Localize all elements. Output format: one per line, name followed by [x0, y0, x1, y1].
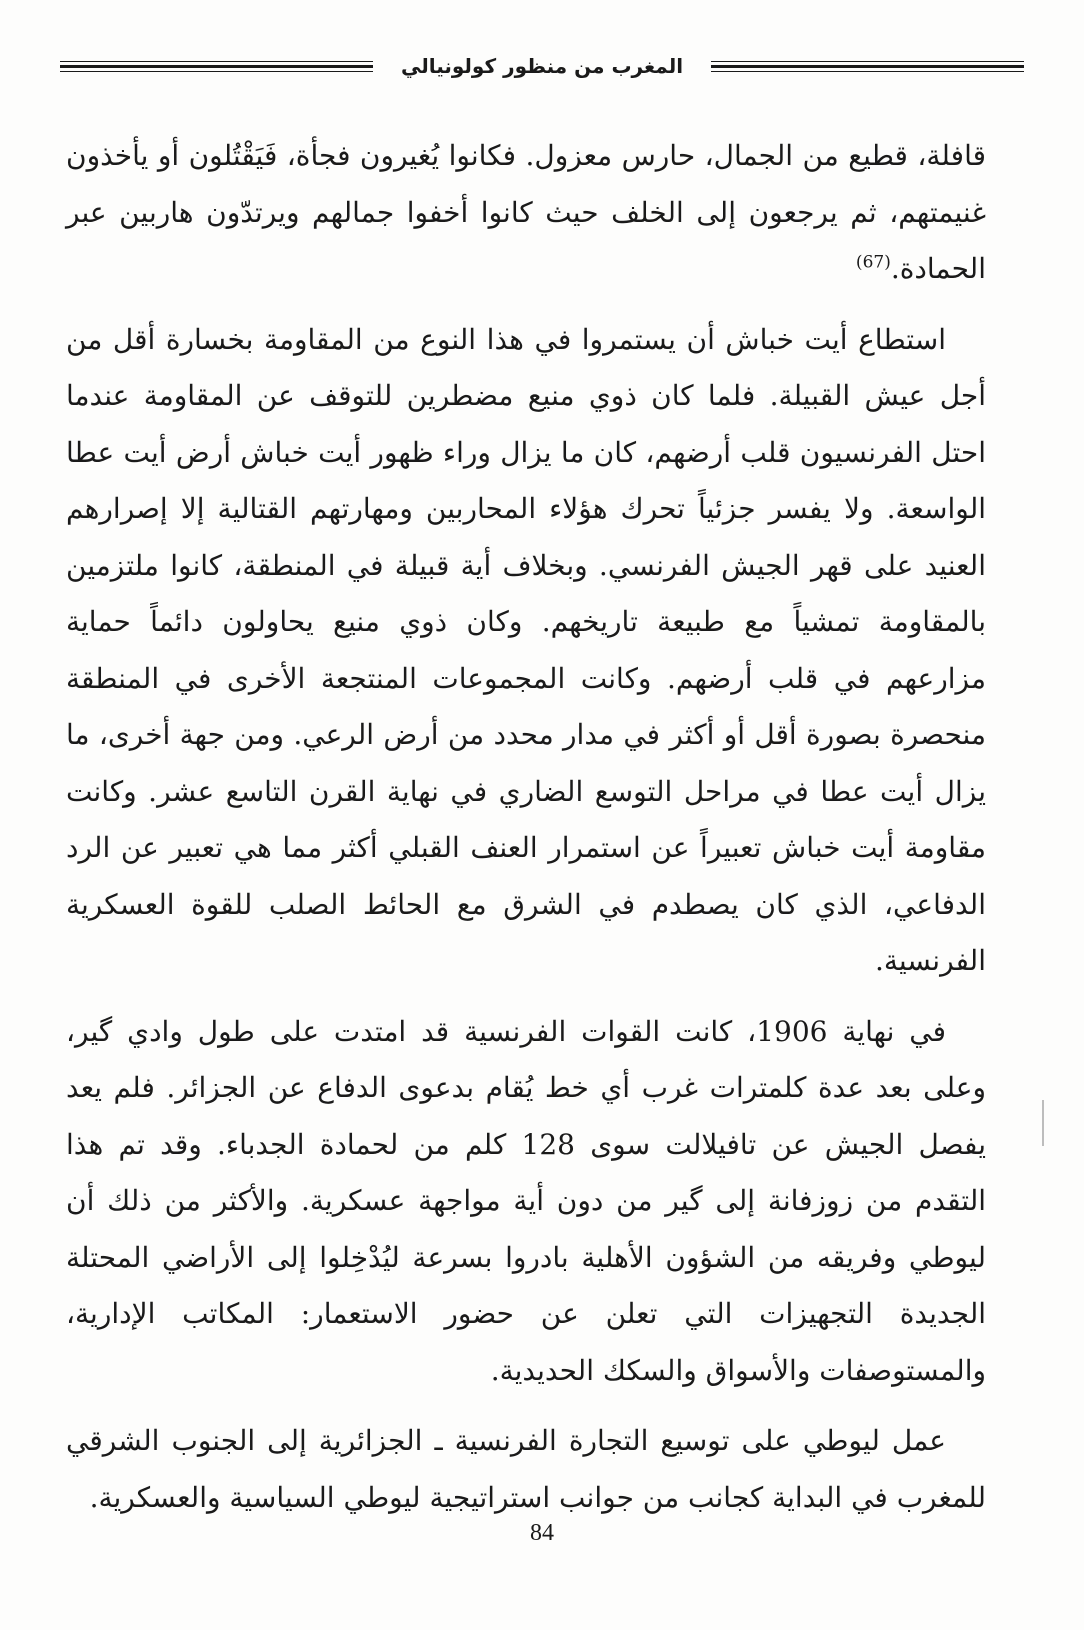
header-rule-right — [711, 61, 1024, 72]
paragraph-2: استطاع أيت خباش أن يستمروا في هذا النوع من المقاومة بخسارة أقل من أجل عيش القبيلة. فلما كان ذوي منيع مضطرين للتوقف عن المقاومة عندما احتل الفرنسيون قلب أرضهم، كان ما يزال وراء ظهور أيت خباش أرض أيت عطا الواسعة. ولا يفسر جزئياً تحرك هؤلاء المحاربين ومهارتهم القتالية إلا إصرارهم العنيد على قهر الجيش الفرنسي. وبخلاف أية قبيلة في المنطقة، كانوا ملتزمين بالمقاومة تمشياً مع طبيعة تاريخهم. وكان ذوي منيع يحاولون دائماً حماية مزارعهم في قلب أرضهم. وكانت المجموعات المنتجعة الأخرى في المنطقة منحصرة بصورة أقل أو أكثر في مدار محدد من أرض الرعي. ومن جهة أخرى، ما يزال أيت عطا في مراحل التوسع الضاري في نهاية القرن التاسع عشر. وكانت مقاومة أيت خباش تعبيراً عن استمرار العنف القبلي أكثر مما هي تعبير عن الرد الدفاعي، الذي كان يصطدم في الشرق مع الحائط الصلب للقوة العسكرية الفرنسية. — [66, 322, 987, 977]
paragraph-1 — [66, 128, 986, 298]
paragraph-3: في نهاية 1906، كانت القوات الفرنسية قد امتدت على طول وادي گير، وعلى بعد عدة كلمترات غرب أي خط يُقام بدعوى الدفاع عن الجزائر. فلم يعد يفصل الجيش عن تافيلالت سوى 128 كلم من لحمادة الجدباء. وقد تم هذا التقدم من زوزفانة إلى گير من دون أية مواجهة عسكرية. والأكثر من ذلك أن ليوطي وفريقه من الشؤون الأهلية بادروا بسرعة ليُدْخِلوا إلى الأراضي المحتلة الجديدة التجهيزات التي تعلن عن حضور الاستعمار: المكاتب الإدارية، والمستوصفات والأسواق والسكك الحديدية. — [66, 1014, 987, 1387]
running-header — [60, 44, 1024, 88]
paragraph-1-text: قافلة، قطيع من الجمال، حارس معزول. فكانوا يُغيرون فجأة، فَيَقْتُلون أو يأخذون غنيمتهم، ثم يرجعون إلى الخلف حيث كانوا أخفوا جمالهم ويرتدّون هاربين عبر الحمادة. — [66, 139, 986, 285]
page-header-title: المغرب من منظور كولونيالي — [400, 54, 684, 78]
body-text — [66, 128, 986, 1540]
scan-margin-mark — [1042, 1100, 1044, 1146]
paragraph-4: عمل ليوطي على توسيع التجارة الفرنسية ـ الجزائرية إلى الجنوب الشرقي للمغرب في البداية كجانب من جوانب استراتيجية ليوطي السياسية والعسكرية. — [66, 1424, 986, 1514]
page-number: 84 — [530, 1520, 554, 1546]
header-rule-left — [60, 61, 373, 72]
footnote-reference[interactable]: (67) — [855, 252, 891, 273]
